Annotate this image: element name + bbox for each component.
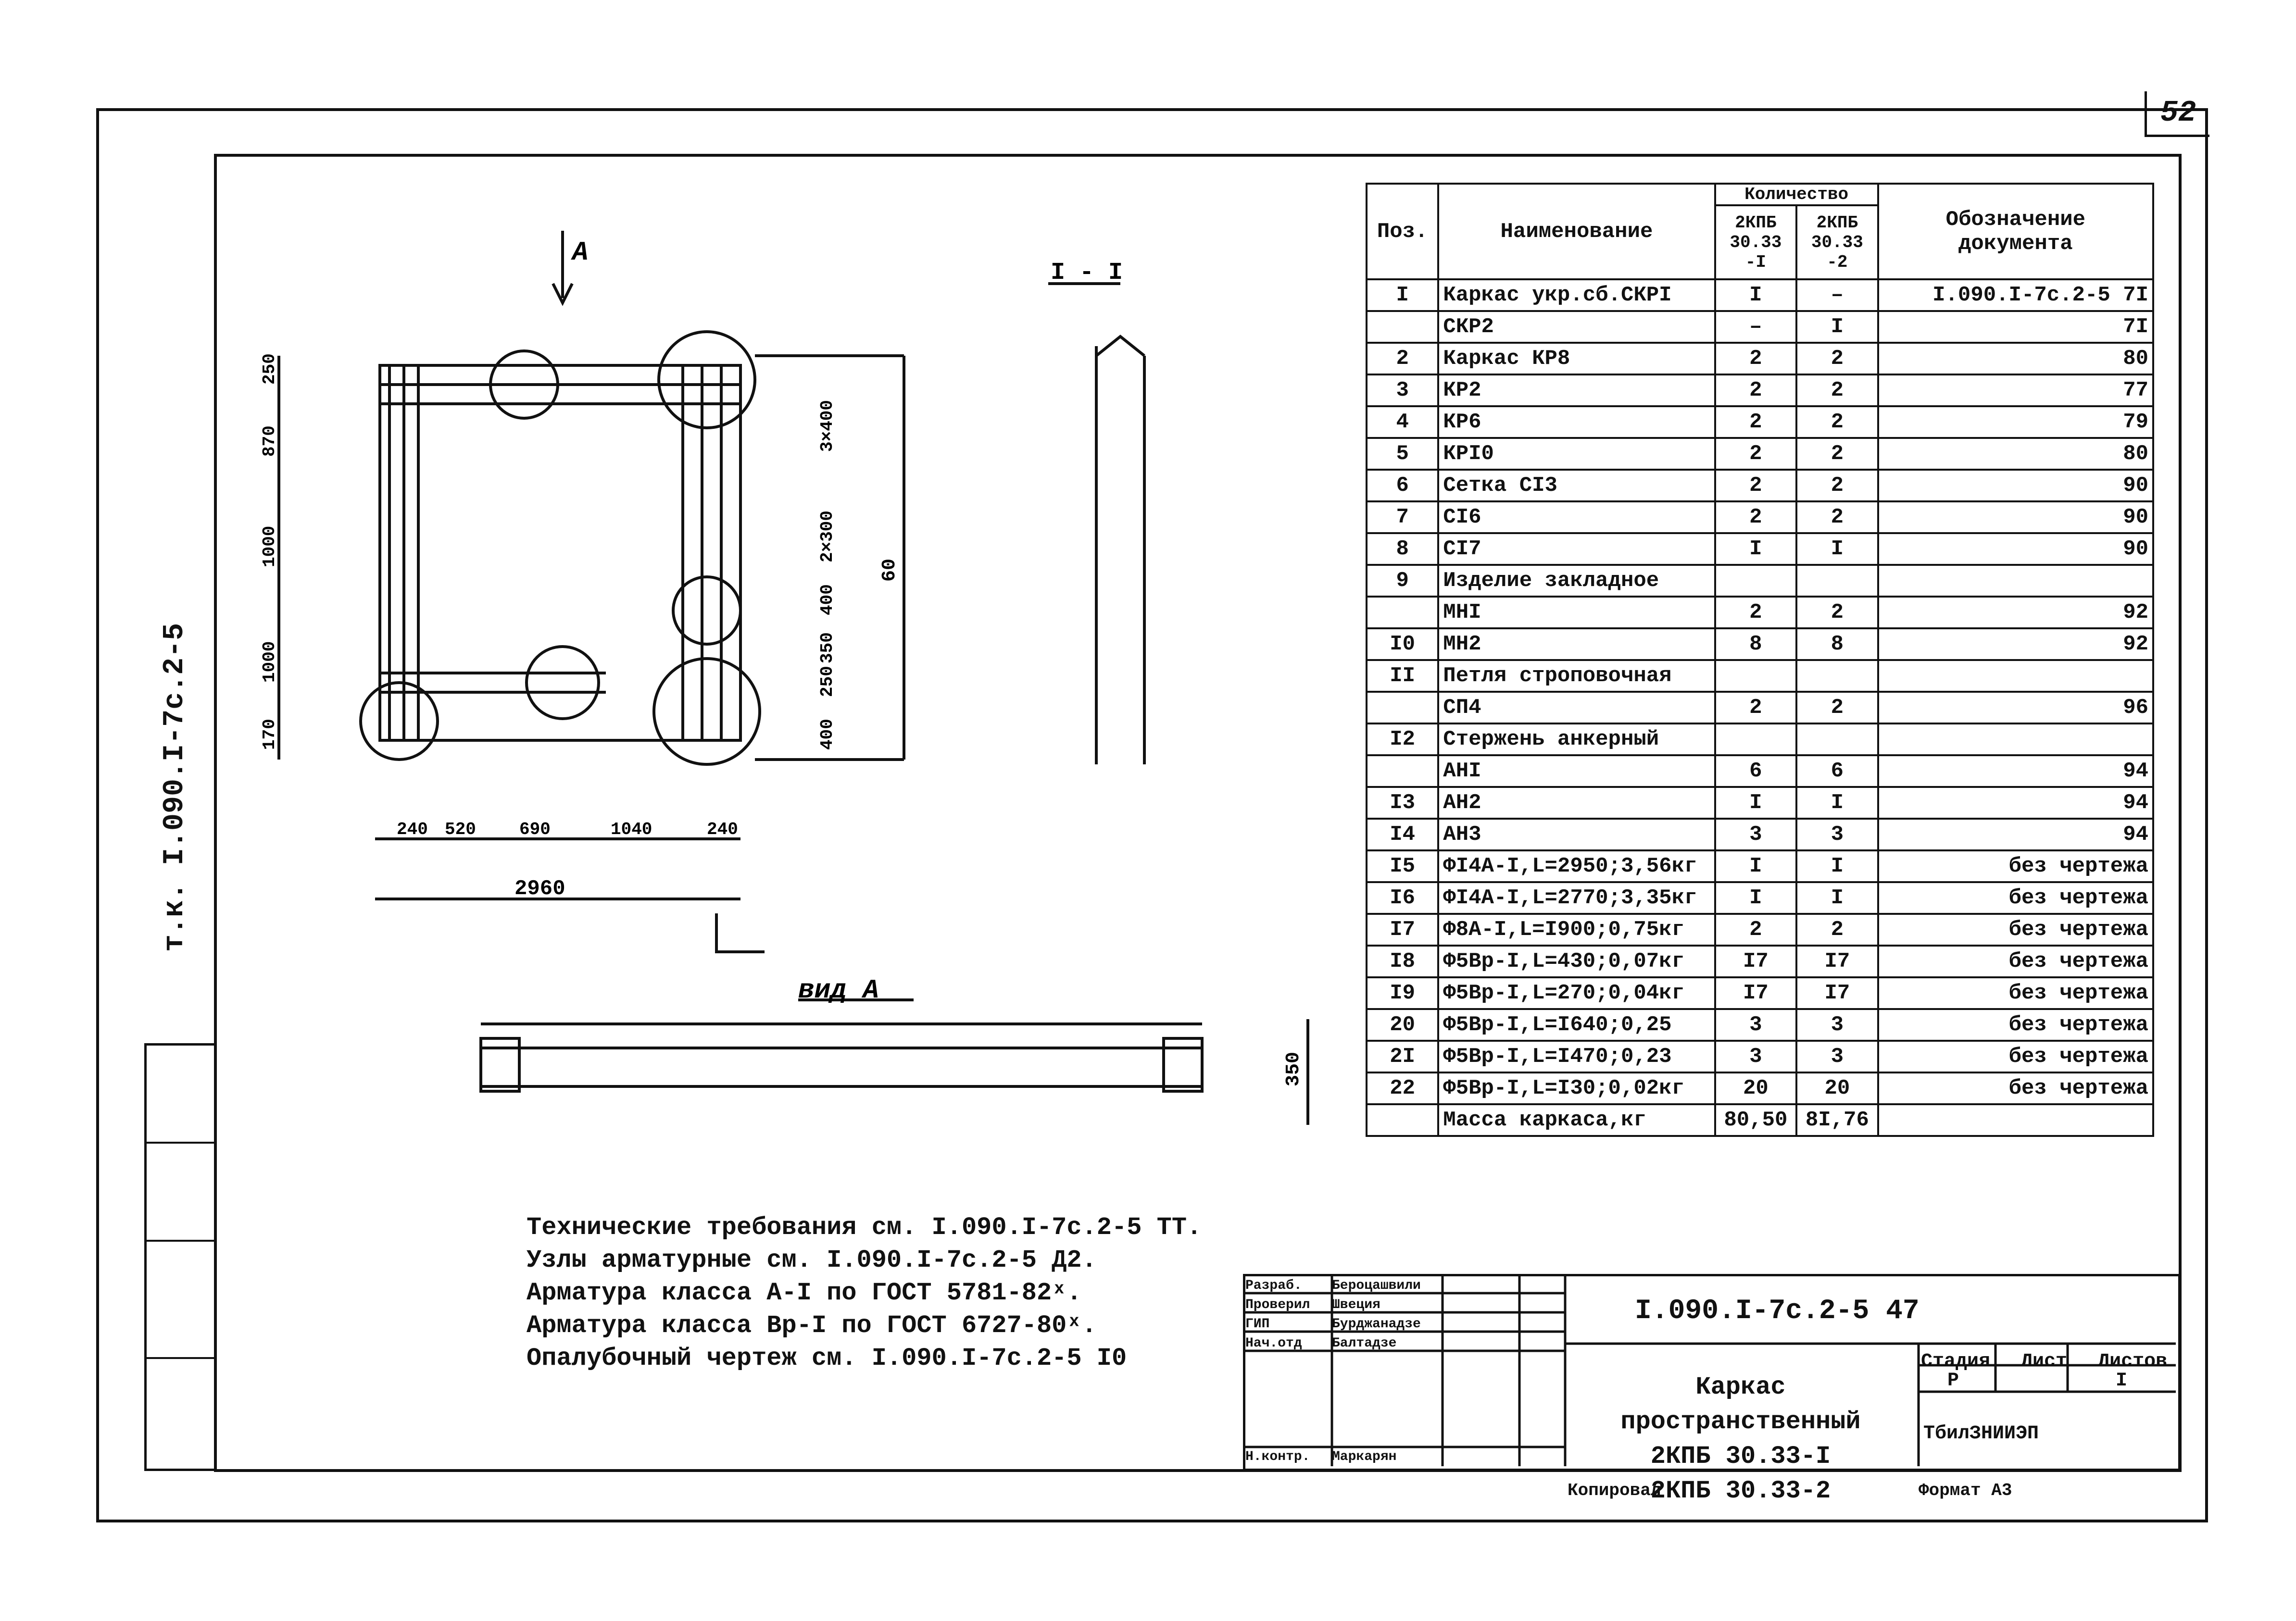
- header-q1: 2КПБ 30.33 -I: [1715, 205, 1796, 279]
- table-row: [1367, 533, 2153, 565]
- cell-name: Ф5Вр-I,L=270;0,04кг: [1438, 977, 1715, 1009]
- cell-doc: [1878, 1104, 2153, 1136]
- cell-q1: 80,50: [1715, 1104, 1796, 1136]
- cell-pos: 5: [1367, 438, 1438, 470]
- table-row: [1367, 406, 2153, 438]
- cell-name: ФI4A-I,L=2770;3,35кг: [1438, 882, 1715, 914]
- table-row: [1367, 787, 2153, 819]
- header-qty: Количество: [1715, 184, 1878, 205]
- cell-q1: –: [1715, 311, 1796, 343]
- cell-name: КРI0: [1438, 438, 1715, 470]
- cell-q2: 20: [1796, 1072, 1878, 1104]
- cell-name: Сетка СI3: [1438, 470, 1715, 501]
- table-row: [1367, 438, 2153, 470]
- cell-pos: 2I: [1367, 1041, 1438, 1072]
- dim-bottom: 690: [519, 820, 551, 839]
- cell-q1: I: [1715, 850, 1796, 882]
- dim-bottom: 240: [707, 820, 738, 839]
- dim-right: 2×300: [817, 510, 837, 562]
- dim-bottom: 520: [445, 820, 476, 839]
- cell-q1: 8: [1715, 628, 1796, 660]
- cell-doc: 79: [1878, 406, 2153, 438]
- cell-name: Ф5Вр-I,L=I30;0,02кг: [1438, 1072, 1715, 1104]
- cell-q2: 2: [1796, 343, 1878, 374]
- cell-doc: без чертежа: [1878, 914, 2153, 946]
- signatures: [1245, 1276, 1421, 1353]
- cell-q1: 2: [1715, 692, 1796, 723]
- side-document-code: т.к. I.090.I-7c.2-5: [159, 623, 191, 952]
- cell-doc: [1878, 723, 2153, 755]
- view-a-end: [481, 1038, 519, 1091]
- dim-bottom: 1040: [611, 820, 652, 839]
- cell-q1: [1715, 660, 1796, 692]
- detail-circle: [361, 683, 438, 760]
- cell-pos: 4: [1367, 406, 1438, 438]
- table-row: [1367, 343, 2153, 374]
- table-row: [1367, 1104, 2153, 1136]
- table-row: [1367, 1009, 2153, 1041]
- table-row: [1367, 374, 2153, 406]
- detail-circle: [527, 647, 599, 719]
- cell-q2: 8I,76: [1796, 1104, 1878, 1136]
- role: Нач.отд: [1245, 1336, 1302, 1351]
- cell-q2: 2: [1796, 438, 1878, 470]
- cell-name: ФI4A-I,L=2950;3,56кг: [1438, 850, 1715, 882]
- cell-q2: I7: [1796, 977, 1878, 1009]
- cell-doc: 90: [1878, 470, 2153, 501]
- dimension-total: 2960: [514, 877, 565, 901]
- cell-q2: 2: [1796, 470, 1878, 501]
- person: Балтадзе: [1332, 1336, 1397, 1351]
- role: Н.контр.: [1245, 1449, 1310, 1464]
- cell-q1: [1715, 565, 1796, 597]
- cell-q2: I7: [1796, 946, 1878, 977]
- cell-name: Петля строповочная: [1438, 660, 1715, 692]
- cell-name: Ф8A-I,L=I900;0,75кг: [1438, 914, 1715, 946]
- cell-name: КР2: [1438, 374, 1715, 406]
- dim-left: 1000: [260, 525, 279, 567]
- dim-right: 3×400: [817, 399, 837, 452]
- cell-pos: [1367, 597, 1438, 628]
- table-row: [1367, 1072, 2153, 1104]
- cell-doc: 94: [1878, 755, 2153, 787]
- signature-row: [1245, 1315, 1421, 1334]
- dims-left-group: [260, 353, 279, 750]
- cell-q1: 2: [1715, 438, 1796, 470]
- cell-name: МНI: [1438, 597, 1715, 628]
- cell-name: Ф5Вр-I,L=I640;0,25: [1438, 1009, 1715, 1041]
- dimension-height: 350: [1283, 1051, 1305, 1086]
- cell-pos: [1367, 755, 1438, 787]
- cell-pos: I5: [1367, 850, 1438, 882]
- cell-doc: 90: [1878, 533, 2153, 565]
- cell-q1: 2: [1715, 914, 1796, 946]
- name-line: 2КПБ 30.33-2: [1650, 1477, 1831, 1505]
- cell-q1: I7: [1715, 946, 1796, 977]
- cell-pos: 6: [1367, 470, 1438, 501]
- table-row: [1367, 882, 2153, 914]
- view-a-label: вид А: [798, 975, 879, 1006]
- header-q2: 2КПБ 30.33 -2: [1796, 205, 1878, 279]
- copied-by: Копировал: [1568, 1481, 1661, 1500]
- cell-q2: 2: [1796, 501, 1878, 533]
- cell-doc: 92: [1878, 597, 2153, 628]
- cell-pos: 7: [1367, 501, 1438, 533]
- person: Бурджанадзе: [1332, 1317, 1421, 1332]
- cell-pos: I8: [1367, 946, 1438, 977]
- cell-q2: I: [1796, 533, 1878, 565]
- header-pos: Поз.: [1367, 184, 1438, 279]
- table-row: [1367, 850, 2153, 882]
- table-row: [1367, 470, 2153, 501]
- table-row: [1367, 946, 2153, 977]
- cell-name: АН3: [1438, 819, 1715, 850]
- dim-bottom: 240: [397, 820, 428, 839]
- cell-q1: [1715, 723, 1796, 755]
- cell-q1: 2: [1715, 406, 1796, 438]
- cell-doc: 7I: [1878, 311, 2153, 343]
- cell-q1: 2: [1715, 343, 1796, 374]
- dim-right: 400: [817, 584, 837, 615]
- cell-pos: 20: [1367, 1009, 1438, 1041]
- section-view: [1048, 284, 1144, 764]
- cell-doc: без чертежа: [1878, 946, 2153, 977]
- dimension-60: 60: [879, 558, 901, 582]
- cell-pos: [1367, 692, 1438, 723]
- cell-pos: I6: [1367, 882, 1438, 914]
- person: Маркарян: [1332, 1449, 1397, 1464]
- dim-left: 250: [260, 353, 279, 385]
- sheets-header: Листов: [2098, 1351, 2168, 1372]
- cell-doc: 94: [1878, 819, 2153, 850]
- role: Проверил: [1245, 1297, 1310, 1312]
- dims-bottom-group: [397, 820, 738, 839]
- dim-left: 1000: [260, 641, 279, 683]
- cell-pos: I: [1367, 279, 1438, 311]
- cell-doc: без чертежа: [1878, 1072, 2153, 1104]
- note-line: Арматура класса А-I по ГОСТ 5781-82ˣ.: [527, 1279, 1082, 1307]
- cell-name: Стержень анкерный: [1438, 723, 1715, 755]
- cell-q2: 2: [1796, 692, 1878, 723]
- cell-name: Каркас КР8: [1438, 343, 1715, 374]
- table-row: [1367, 311, 2153, 343]
- cell-q2: 2: [1796, 914, 1878, 946]
- signature-row: [1245, 1296, 1421, 1315]
- table-row: [1367, 279, 2153, 311]
- cell-q2: [1796, 723, 1878, 755]
- role: Разраб.: [1245, 1278, 1302, 1293]
- section-hook: [1096, 337, 1144, 356]
- cell-q2: I: [1796, 850, 1878, 882]
- cell-q2: 8: [1796, 628, 1878, 660]
- cell-pos: 9: [1367, 565, 1438, 597]
- sheets-value: I: [2116, 1370, 2128, 1392]
- cell-q2: 3: [1796, 1009, 1878, 1041]
- cell-q2: I: [1796, 882, 1878, 914]
- cell-q2: 6: [1796, 755, 1878, 787]
- specification-body: [1367, 279, 2153, 1136]
- arrow-a-label: A: [572, 237, 589, 268]
- cell-q1: 2: [1715, 501, 1796, 533]
- cell-q1: 3: [1715, 1009, 1796, 1041]
- table-row: [1367, 819, 2153, 850]
- cell-pos: II: [1367, 660, 1438, 692]
- cell-q1: 3: [1715, 1041, 1796, 1072]
- table-row: [1367, 692, 2153, 723]
- cell-name: Ф5Вр-I,L=430;0,07кг: [1438, 946, 1715, 977]
- cell-q1: 3: [1715, 819, 1796, 850]
- table-row: [1367, 501, 2153, 533]
- person: Бероцашвили: [1332, 1278, 1421, 1293]
- document-code: I.090.I-7c.2-5 47: [1635, 1296, 1920, 1327]
- dim-left: 170: [260, 719, 279, 750]
- table-row: [1367, 597, 2153, 628]
- header-name: Наименование: [1438, 184, 1715, 279]
- cell-doc: без чертежа: [1878, 882, 2153, 914]
- cell-doc: [1878, 660, 2153, 692]
- person: Швеция: [1332, 1297, 1380, 1312]
- cell-doc: без чертежа: [1878, 850, 2153, 882]
- signature-row: [1245, 1276, 1421, 1296]
- cell-pos: I9: [1367, 977, 1438, 1009]
- dim-right: 350: [817, 632, 837, 663]
- plan-view: [279, 231, 904, 952]
- cell-q2: I: [1796, 787, 1878, 819]
- note-line: Опалубочный чертеж см. I.090.I-7c.2-5 I0: [527, 1344, 1127, 1372]
- cell-doc: 77: [1878, 374, 2153, 406]
- cell-q2: I: [1796, 311, 1878, 343]
- cell-q2: 3: [1796, 1041, 1878, 1072]
- section-mark: [716, 913, 765, 952]
- format: Формат А3: [1919, 1481, 2012, 1500]
- table-row: [1367, 1041, 2153, 1072]
- stage-headers: [1921, 1351, 2167, 1372]
- cell-doc: I.090.I-7c.2-5 7I: [1878, 279, 2153, 311]
- cell-name: СКР2: [1438, 311, 1715, 343]
- cell-name: Масса каркаса,кг: [1438, 1104, 1715, 1136]
- cell-pos: [1367, 1104, 1438, 1136]
- dim-right: 250: [817, 666, 837, 697]
- signature-row: [1245, 1449, 1396, 1464]
- cell-pos: I2: [1367, 723, 1438, 755]
- cell-name: СI6: [1438, 501, 1715, 533]
- table-row: [1367, 628, 2153, 660]
- cell-doc: без чертежа: [1878, 977, 2153, 1009]
- cell-doc: 80: [1878, 343, 2153, 374]
- cell-q1: 20: [1715, 1072, 1796, 1104]
- cell-doc: 96: [1878, 692, 2153, 723]
- cell-q1: I: [1715, 533, 1796, 565]
- table-row: [1367, 914, 2153, 946]
- cell-doc: 94: [1878, 787, 2153, 819]
- cell-doc: без чертежа: [1878, 1009, 2153, 1041]
- cell-pos: I0: [1367, 628, 1438, 660]
- sheet-header: Лист: [2021, 1351, 2068, 1372]
- cell-q2: 2: [1796, 406, 1878, 438]
- cell-name: АНI: [1438, 755, 1715, 787]
- note-line: Технические требования см. I.090.I-7c.2-5 ТТ.: [527, 1213, 1202, 1242]
- cell-q2: [1796, 660, 1878, 692]
- view-a-end: [1164, 1038, 1202, 1091]
- cell-q2: 3: [1796, 819, 1878, 850]
- cell-q2: 2: [1796, 374, 1878, 406]
- cell-name: КР6: [1438, 406, 1715, 438]
- cell-q1: I: [1715, 279, 1796, 311]
- cell-name: СI7: [1438, 533, 1715, 565]
- cell-name: АН2: [1438, 787, 1715, 819]
- cell-q1: 6: [1715, 755, 1796, 787]
- signature-row: [1245, 1334, 1421, 1353]
- cell-q2: 2: [1796, 597, 1878, 628]
- notes: [527, 1211, 1202, 1375]
- cell-doc: 80: [1878, 438, 2153, 470]
- stage-header: Стадия: [1921, 1351, 1991, 1372]
- cell-pos: 8: [1367, 533, 1438, 565]
- cell-doc: без чертежа: [1878, 1041, 2153, 1072]
- note-line: Арматура класса Вр-I по ГОСТ 6727-80ˣ.: [527, 1311, 1097, 1340]
- role: ГИП: [1245, 1317, 1270, 1332]
- cell-q1: 2: [1715, 470, 1796, 501]
- dim-right: 400: [817, 719, 837, 750]
- cell-pos: I7: [1367, 914, 1438, 946]
- cell-pos: 2: [1367, 343, 1438, 374]
- cell-name: МН2: [1438, 628, 1715, 660]
- header-doc: Обозначение документа: [1878, 184, 2153, 279]
- cell-doc: [1878, 565, 2153, 597]
- cell-q1: I: [1715, 787, 1796, 819]
- cell-q1: I: [1715, 882, 1796, 914]
- cell-pos: 22: [1367, 1072, 1438, 1104]
- view-a: [481, 1000, 1308, 1125]
- table-row: [1367, 977, 2153, 1009]
- cell-pos: I3: [1367, 787, 1438, 819]
- organization: ТбилЗНИИЭП: [1923, 1423, 2039, 1445]
- sheet-number: 52: [2145, 91, 2209, 137]
- cell-doc: 92: [1878, 628, 2153, 660]
- cell-q1: 2: [1715, 374, 1796, 406]
- specification-table: [1366, 183, 2154, 1137]
- cell-pos: [1367, 311, 1438, 343]
- section-label: I - I: [1051, 259, 1123, 287]
- name-line: Каркас пространственный: [1620, 1373, 1861, 1436]
- plan-outline: [380, 365, 740, 740]
- table-row: [1367, 660, 2153, 692]
- cell-doc: 90: [1878, 501, 2153, 533]
- cell-q2: –: [1796, 279, 1878, 311]
- stage-value: Р: [1947, 1370, 1959, 1392]
- detail-circle: [654, 659, 760, 764]
- note-line: Узлы арматурные см. I.090.I-7c.2-5 Д2.: [527, 1246, 1097, 1274]
- cell-q1: I7: [1715, 977, 1796, 1009]
- cell-q1: 2: [1715, 597, 1796, 628]
- cell-q2: [1796, 565, 1878, 597]
- cell-pos: I4: [1367, 819, 1438, 850]
- table-row: [1367, 755, 2153, 787]
- table-row: [1367, 723, 2153, 755]
- cell-name: СП4: [1438, 692, 1715, 723]
- dim-left: 870: [260, 425, 279, 457]
- dims-right-group: [817, 400, 837, 750]
- cell-pos: 3: [1367, 374, 1438, 406]
- table-row: [1367, 565, 2153, 597]
- name-line: 2КПБ 30.33-I: [1650, 1442, 1831, 1471]
- cell-name: Изделие закладное: [1438, 565, 1715, 597]
- cell-name: Ф5Вр-I,L=I470;0,23: [1438, 1041, 1715, 1072]
- cell-name: Каркас укр.сб.СКРI: [1438, 279, 1715, 311]
